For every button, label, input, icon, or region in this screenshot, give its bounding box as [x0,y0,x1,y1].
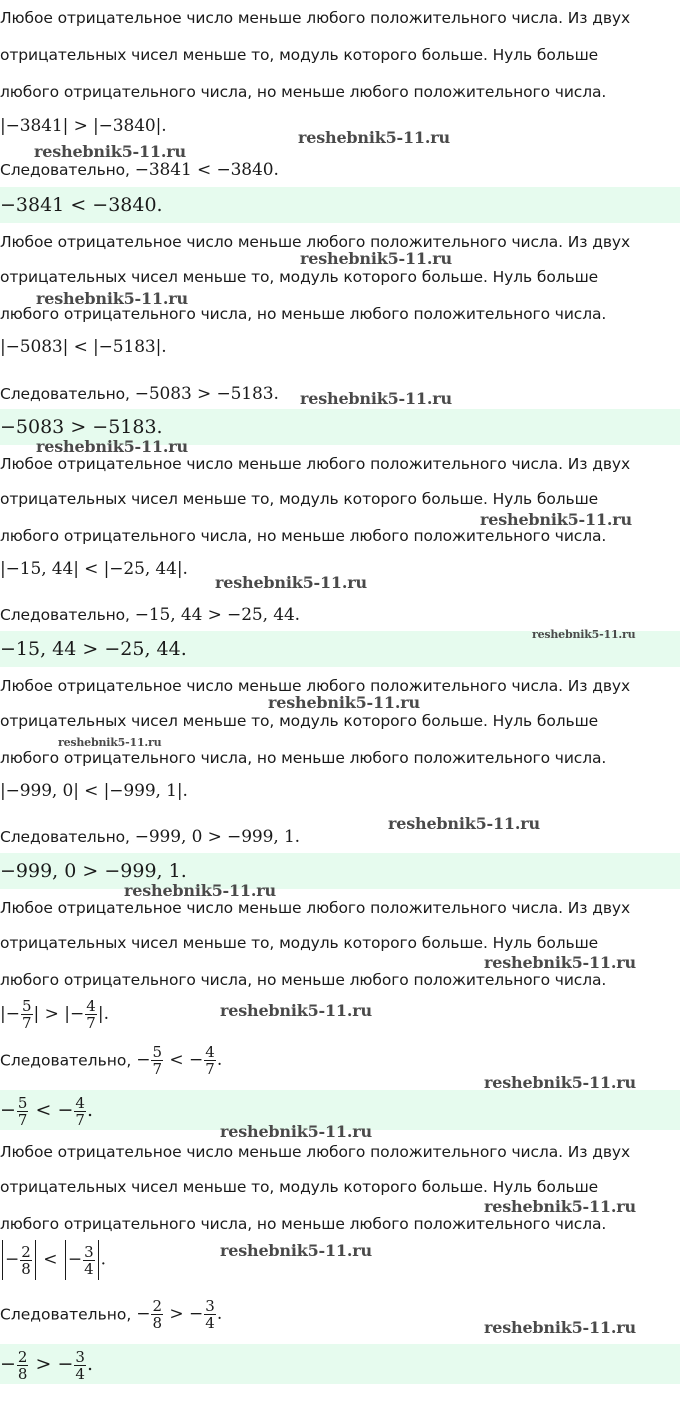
rule-line-2: отрицательных чисел меньше то, модуль которого больше. Нуль больше [0,268,599,286]
rule-line-2: отрицательных чисел меньше то, модуль которого больше. Нуль больше [0,490,599,508]
abs-bar [35,1240,36,1280]
fraction: $\frac{5}{7}$ [21,997,32,1032]
watermark: reshebnik5-11.ru [36,437,188,456]
watermark: reshebnik5-11.ru [268,693,420,712]
conclusion-word: Следовательно, [0,828,135,846]
watermark: reshebnik5-11.ru [484,1197,636,1216]
watermark: reshebnik5-11.ru [298,128,450,147]
rule-line-2: отрицательных чисел меньше то, модуль которого больше. Нуль больше [0,712,599,730]
conclusion-line: Следовательно, − $\frac{5}{7}$ < − $\frac{4}{7}$ . [0,1043,223,1078]
fraction: $\frac{4}{7}$ [75,1093,85,1129]
rule-line-1: Любое отрицательное число меньше любого положительного числа. Из двух [0,899,631,917]
abs-bar [65,1240,66,1280]
conclusion-inequality: −3841 < −3840. [134,160,279,180]
conclusion-line [0,605,300,625]
modulus-comparison: |−999, 0| < |−999, 1|. [0,781,188,801]
conclusion-inequality: −5083 > −5183. [134,384,279,404]
watermark: reshebnik5-11.ru [220,1122,372,1141]
rule-line-2: отрицательных чисел меньше то, модуль которого больше. Нуль больше [0,46,599,64]
conclusion-line [0,160,279,180]
rule-line-2: отрицательных чисел меньше то, модуль которого больше. Нуль больше [0,1178,599,1196]
rule-line-3: любого отрицательного числа, но меньше любого положительного числа. [0,749,607,767]
conclusion-line: Следовательно, − $\frac{2}{8}$ > − $\frac{3}{4}$ . [0,1297,223,1332]
watermark: reshebnik5-11.ru [484,1318,636,1337]
answer-inequality: −3841 < −3840. [0,194,163,216]
rule-line-1: Любое отрицательное число меньше любого положительного числа. Из двух [0,1143,631,1161]
answer-inequality: − $\frac{5}{7}$ < − $\frac{4}{7}$ . [0,1093,93,1129]
watermark: reshebnik5-11.ru [220,1001,372,1020]
watermark: reshebnik5-11.ru [532,628,636,641]
fraction: $\frac{5}{7}$ [152,1043,162,1078]
rule-line-3: любого отрицательного числа, но меньше любого положительного числа. [0,527,607,545]
fraction: $\frac{3}{4}$ [205,1297,215,1332]
answer-box [0,1344,680,1384]
watermark: reshebnik5-11.ru [480,510,632,529]
conclusion-word: Следовательно, [0,1305,137,1324]
rule-line-1: Любое отрицательное число меньше любого положительного числа. Из двух [0,9,631,27]
watermark: reshebnik5-11.ru [36,289,188,308]
answer-inequality: −999, 0 > −999, 1. [0,860,187,882]
rule-line-2: отрицательных чисел меньше то, модуль которого больше. Нуль больше [0,934,599,952]
conclusion-word: Следовательно, [0,161,135,179]
conclusion-word: Следовательно, [0,385,135,403]
modulus-comparison: − $\frac{2}{8}$ < − $\frac{3}{4}$ . [0,1240,106,1280]
fraction: $\frac{3}{4}$ [75,1347,85,1383]
watermark: reshebnik5-11.ru [220,1241,372,1260]
rule-line-3: любого отрицательного числа, но меньше любого положительного числа. [0,971,607,989]
rule-line-1: Любое отрицательное число меньше любого положительного числа. Из двух [0,455,631,473]
answer-inequality: −15, 44 > −25, 44. [0,638,187,660]
abs-bar [98,1240,99,1280]
watermark: reshebnik5-11.ru [58,736,162,749]
modulus-comparison: |−15, 44| < |−25, 44|. [0,559,188,579]
modulus-comparison: |−3841| > |−3840|. [0,116,167,136]
abs-bar [2,1240,3,1280]
conclusion-word: Следовательно, [0,606,135,624]
fraction: $\frac{4}{7}$ [86,997,96,1032]
conclusion-line [0,827,300,847]
rule-line-1: Любое отрицательное число меньше любого положительного числа. Из двух [0,233,631,251]
answer-inequality: −5083 > −5183. [0,416,163,438]
watermark: reshebnik5-11.ru [484,953,636,972]
fraction: $\frac{2}{8}$ [21,1242,31,1278]
rule-line-3: любого отрицательного числа, но меньше любого положительного числа. [0,83,607,101]
watermark: reshebnik5-11.ru [34,142,186,161]
fraction: $\frac{2}{8}$ [17,1347,28,1383]
watermark: reshebnik5-11.ru [124,881,276,900]
conclusion-word: Следовательно, [0,1051,137,1070]
rule-line-1: Любое отрицательное число меньше любого положительного числа. Из двух [0,677,631,695]
fraction: $\frac{2}{8}$ [152,1297,162,1332]
answer-box [0,853,680,889]
watermark: reshebnik5-11.ru [388,814,540,833]
conclusion-inequality: −999, 0 > −999, 1. [134,827,300,847]
rule-line-3: любого отрицательного числа, но меньше любого положительного числа. [0,305,607,323]
fraction: $\frac{4}{7}$ [205,1043,215,1078]
conclusion-line [0,384,279,404]
answer-inequality: − $\frac{2}{8}$ > − $\frac{3}{4}$ . [0,1347,93,1383]
answer-box [0,187,680,223]
watermark: reshebnik5-11.ru [215,573,367,592]
fraction: $\frac{3}{4}$ [84,1242,94,1278]
fraction: $\frac{5}{7}$ [17,1093,28,1129]
modulus-comparison: |− $\frac{5}{7}$ | > |− $\frac{4}{7}$ |. [0,997,109,1032]
watermark: reshebnik5-11.ru [300,389,452,408]
conclusion-inequality: −15, 44 > −25, 44. [134,605,300,625]
rule-line-3: любого отрицательного числа, но меньше любого положительного числа. [0,1215,607,1233]
modulus-comparison: |−5083| < |−5183|. [0,337,167,357]
watermark: reshebnik5-11.ru [484,1073,636,1092]
watermark: reshebnik5-11.ru [300,249,452,268]
